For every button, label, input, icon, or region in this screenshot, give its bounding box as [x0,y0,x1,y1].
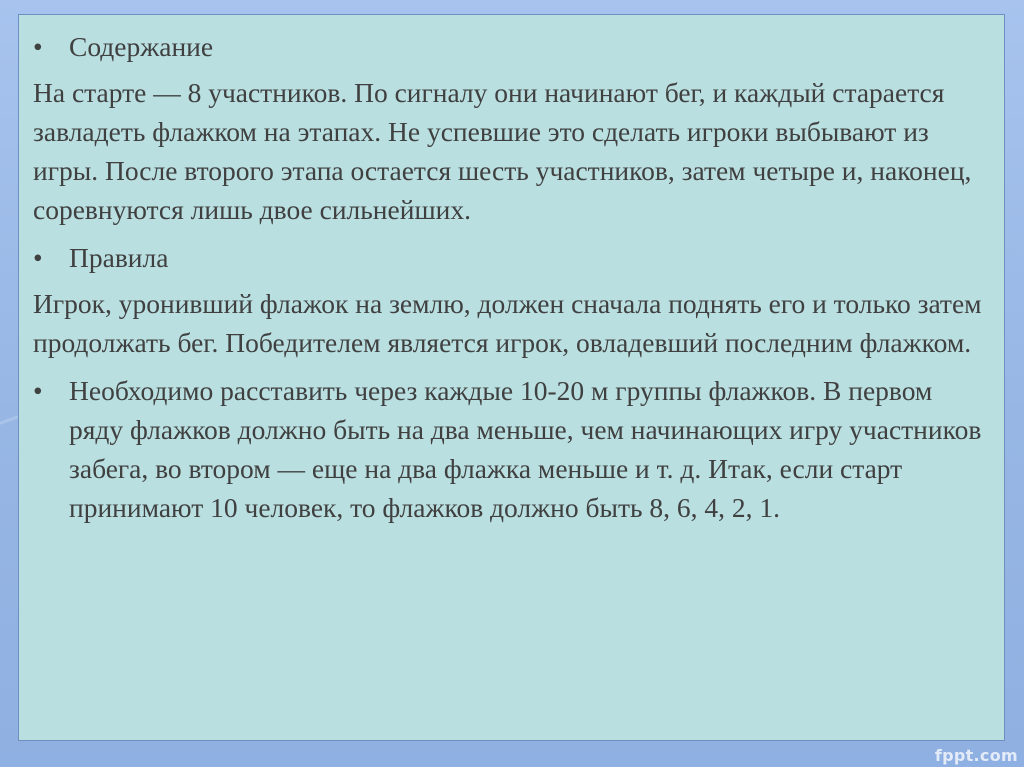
heading-rules: Правила [69,242,169,273]
bullet-marker: • [33,31,43,62]
bullet-marker: • [33,375,43,406]
watermark: fppt.com [934,746,1018,765]
bullet-heading-contents [33,27,992,66]
bullet-flags-setup [33,371,992,527]
content-box [18,14,1005,741]
bullet-heading-rules [33,238,992,277]
heading-contents: Содержание [69,31,214,62]
paragraph-rules: Игрок, уронивший флажок на землю, должен сначала поднять его и только затем продолжать бег. Победителем является игрок, овладевший последним флажком. [33,288,982,358]
flags-setup-text: Необходимо расставить через каждые 10-20 м группы флажков. В первом ряду флажков должно быть на два меньше, чем начинающих игру участников забега, во втором — еще на два флажка меньше и т. д. Итак, если старт принимают 10 человек, то флажков должно быть 8, 6, 4, 2, 1. [69,375,982,523]
bullet-marker: • [33,242,43,273]
paragraph-start: На старте — 8 участников. По сигналу они начинают бег, и каждый старается завладеть флажком на этапах. Не успевшие это сделать игроки выбывают из игры. После второго этапа остается шесть участников, затем четыре и, наконец, соревнуются лишь двое сильнейших. [33,77,972,225]
slide-text [33,27,992,534]
